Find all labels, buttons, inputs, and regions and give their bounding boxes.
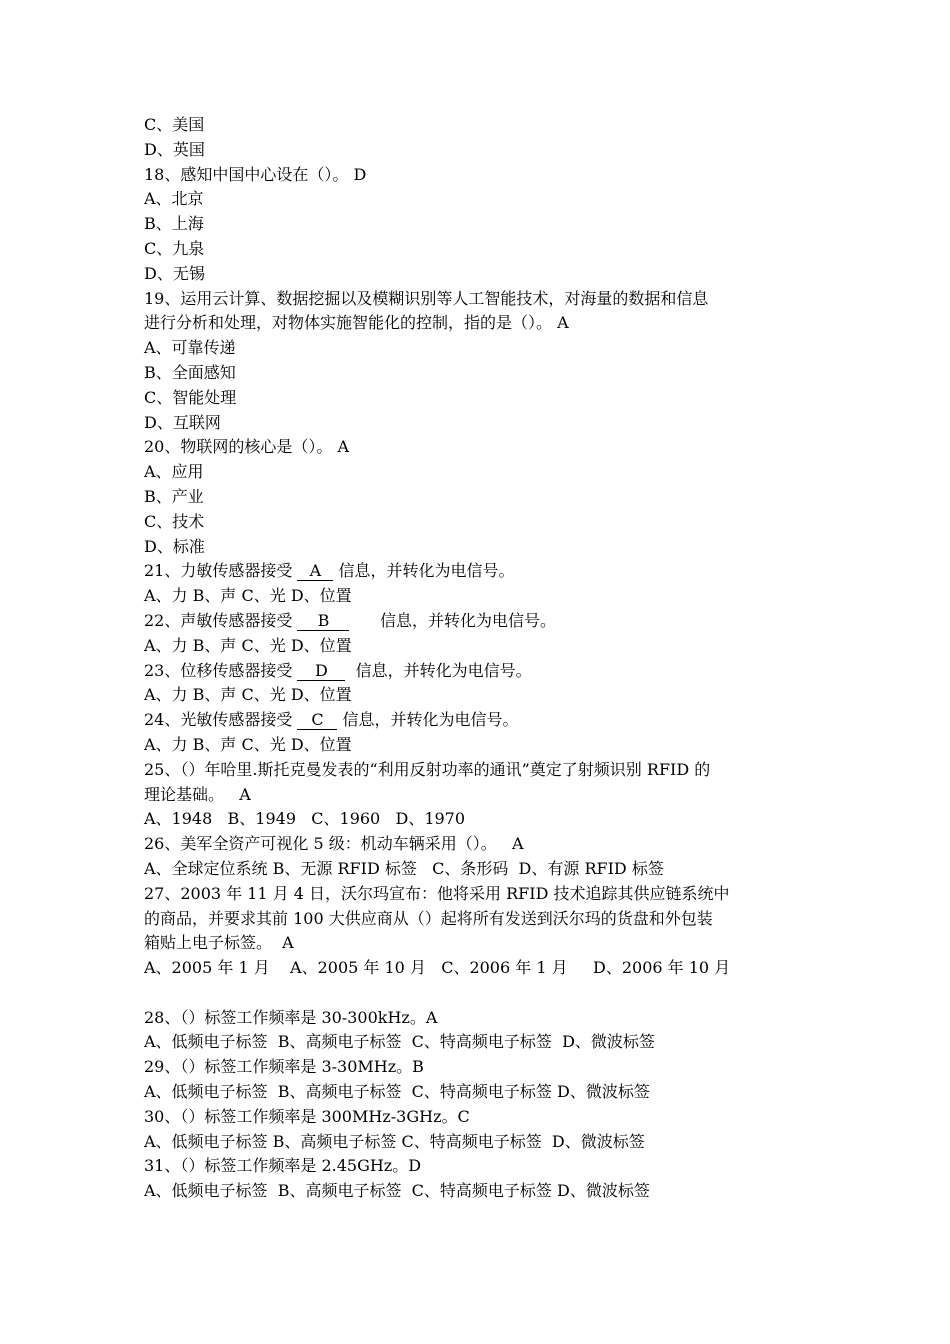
question-24: [144, 708, 814, 733]
text-line: C、九泉: [144, 238, 205, 258]
question-text: 信息，并转化为电信号。: [333, 561, 515, 581]
question-text: 信息，并转化为电信号。: [337, 710, 519, 730]
question-21: [144, 559, 814, 584]
answer-blank: C: [297, 711, 337, 730]
options-line: A、力 B、声 C、光 D、位置: [144, 586, 352, 606]
options-line: A、力 B、声 C、光 D、位置: [144, 734, 352, 754]
question-23: [144, 659, 814, 684]
question-31: 31、（）标签工作频率是 2.45GHz。D: [144, 1156, 422, 1176]
text-line: B、产业: [144, 486, 204, 506]
question-text: 22、声敏传感器接受: [144, 610, 298, 630]
text-line: A、应用: [144, 462, 204, 482]
options-line: A、全球定位系统 B、无源 RFID 标签 C、条形码 D、有源 RFID 标签: [144, 858, 664, 878]
options-line: A、2005 年 1 月 A、2005 年 10 月 C、2006 年 1 月 D、2006 年 10 月: [144, 958, 731, 978]
document-page: [144, 113, 814, 1204]
question-30: 30、（）标签工作频率是 300MHz-3GHz。C: [144, 1106, 470, 1126]
question-22: [144, 609, 814, 634]
options-line: A、低频电子标签 B、高频电子标签 C、特高频电子标签 D、微波标签: [144, 1131, 645, 1151]
text-line: D、英国: [144, 139, 205, 159]
question-text: 信息，并转化为电信号。: [345, 660, 532, 680]
text-line: 理论基础。 A: [144, 784, 251, 804]
question-27: 27、2003 年 11 月 4 日，沃尔玛宣布：他将采用 RFID 技术追踪其供应链系统中: [144, 883, 730, 903]
options-line: A、低频电子标签 B、高频电子标签 C、特高频电子标签 D、微波标签: [144, 1181, 650, 1201]
options-line: A、力 B、声 C、光 D、位置: [144, 635, 352, 655]
question-26: 26、美军全资产可视化 5 级：机动车辆采用（）。 A: [144, 834, 524, 854]
answer-blank: B: [297, 612, 349, 631]
text-line: 进行分析和处理，对物体实施智能化的控制，指的是（）。 A: [144, 313, 569, 333]
text-line: C、技术: [144, 511, 205, 531]
text-line: 箱贴上电子标签。 A: [144, 933, 294, 953]
options-line: A、1948 B、1949 C、1960 D、1970: [144, 809, 466, 829]
question-text: 24、光敏传感器接受: [144, 710, 298, 730]
text-line: C、智能处理: [144, 387, 237, 407]
text-line: C、美国: [144, 115, 205, 134]
answer-blank: A: [297, 562, 333, 581]
text-line: D、标准: [144, 536, 205, 556]
options-line: A、低频电子标签 B、高频电子标签 C、特高频电子标签 D、微波标签: [144, 1082, 650, 1102]
options-line: A、低频电子标签 B、高频电子标签 C、特高频电子标签 D、微波标签: [144, 1032, 655, 1052]
text-line: A、可靠传递: [144, 338, 236, 358]
question-20: 20、物联网的核心是（）。 A: [144, 437, 350, 457]
text-line: 的商品，并要求其前 100 大供应商从（）起将所有发送到沃尔玛的货盘和外包装: [144, 908, 713, 928]
text-line: B、上海: [144, 214, 204, 234]
question-25: 25、（）年哈里.斯托克曼发表的“利用反射功率的通讯”奠定了射频识别 RFID 的: [144, 759, 711, 779]
question-29: 29、（）标签工作频率是 3-30MHz。B: [144, 1057, 424, 1077]
text-line: D、互联网: [144, 412, 221, 432]
question-text: 信息，并转化为电信号。: [349, 610, 556, 630]
question-text: 21、力敏传感器接受: [144, 561, 298, 581]
text-line: A、北京: [144, 189, 204, 209]
text-line: D、无锡: [144, 263, 205, 283]
blank-line: [144, 981, 814, 1006]
answer-blank: D: [297, 662, 345, 681]
question-text: 23、位移传感器接受: [144, 660, 298, 680]
question-28: 28、（）标签工作频率是 30-300kHz。A: [144, 1007, 438, 1027]
question-19: 19、运用云计算、数据挖掘以及模糊识别等人工智能技术，对海量的数据和信息: [144, 288, 709, 308]
question-18: 18、感知中国中心设在（）。 D: [144, 164, 367, 184]
options-line: A、力 B、声 C、光 D、位置: [144, 685, 352, 705]
text-line: B、全面感知: [144, 362, 236, 382]
